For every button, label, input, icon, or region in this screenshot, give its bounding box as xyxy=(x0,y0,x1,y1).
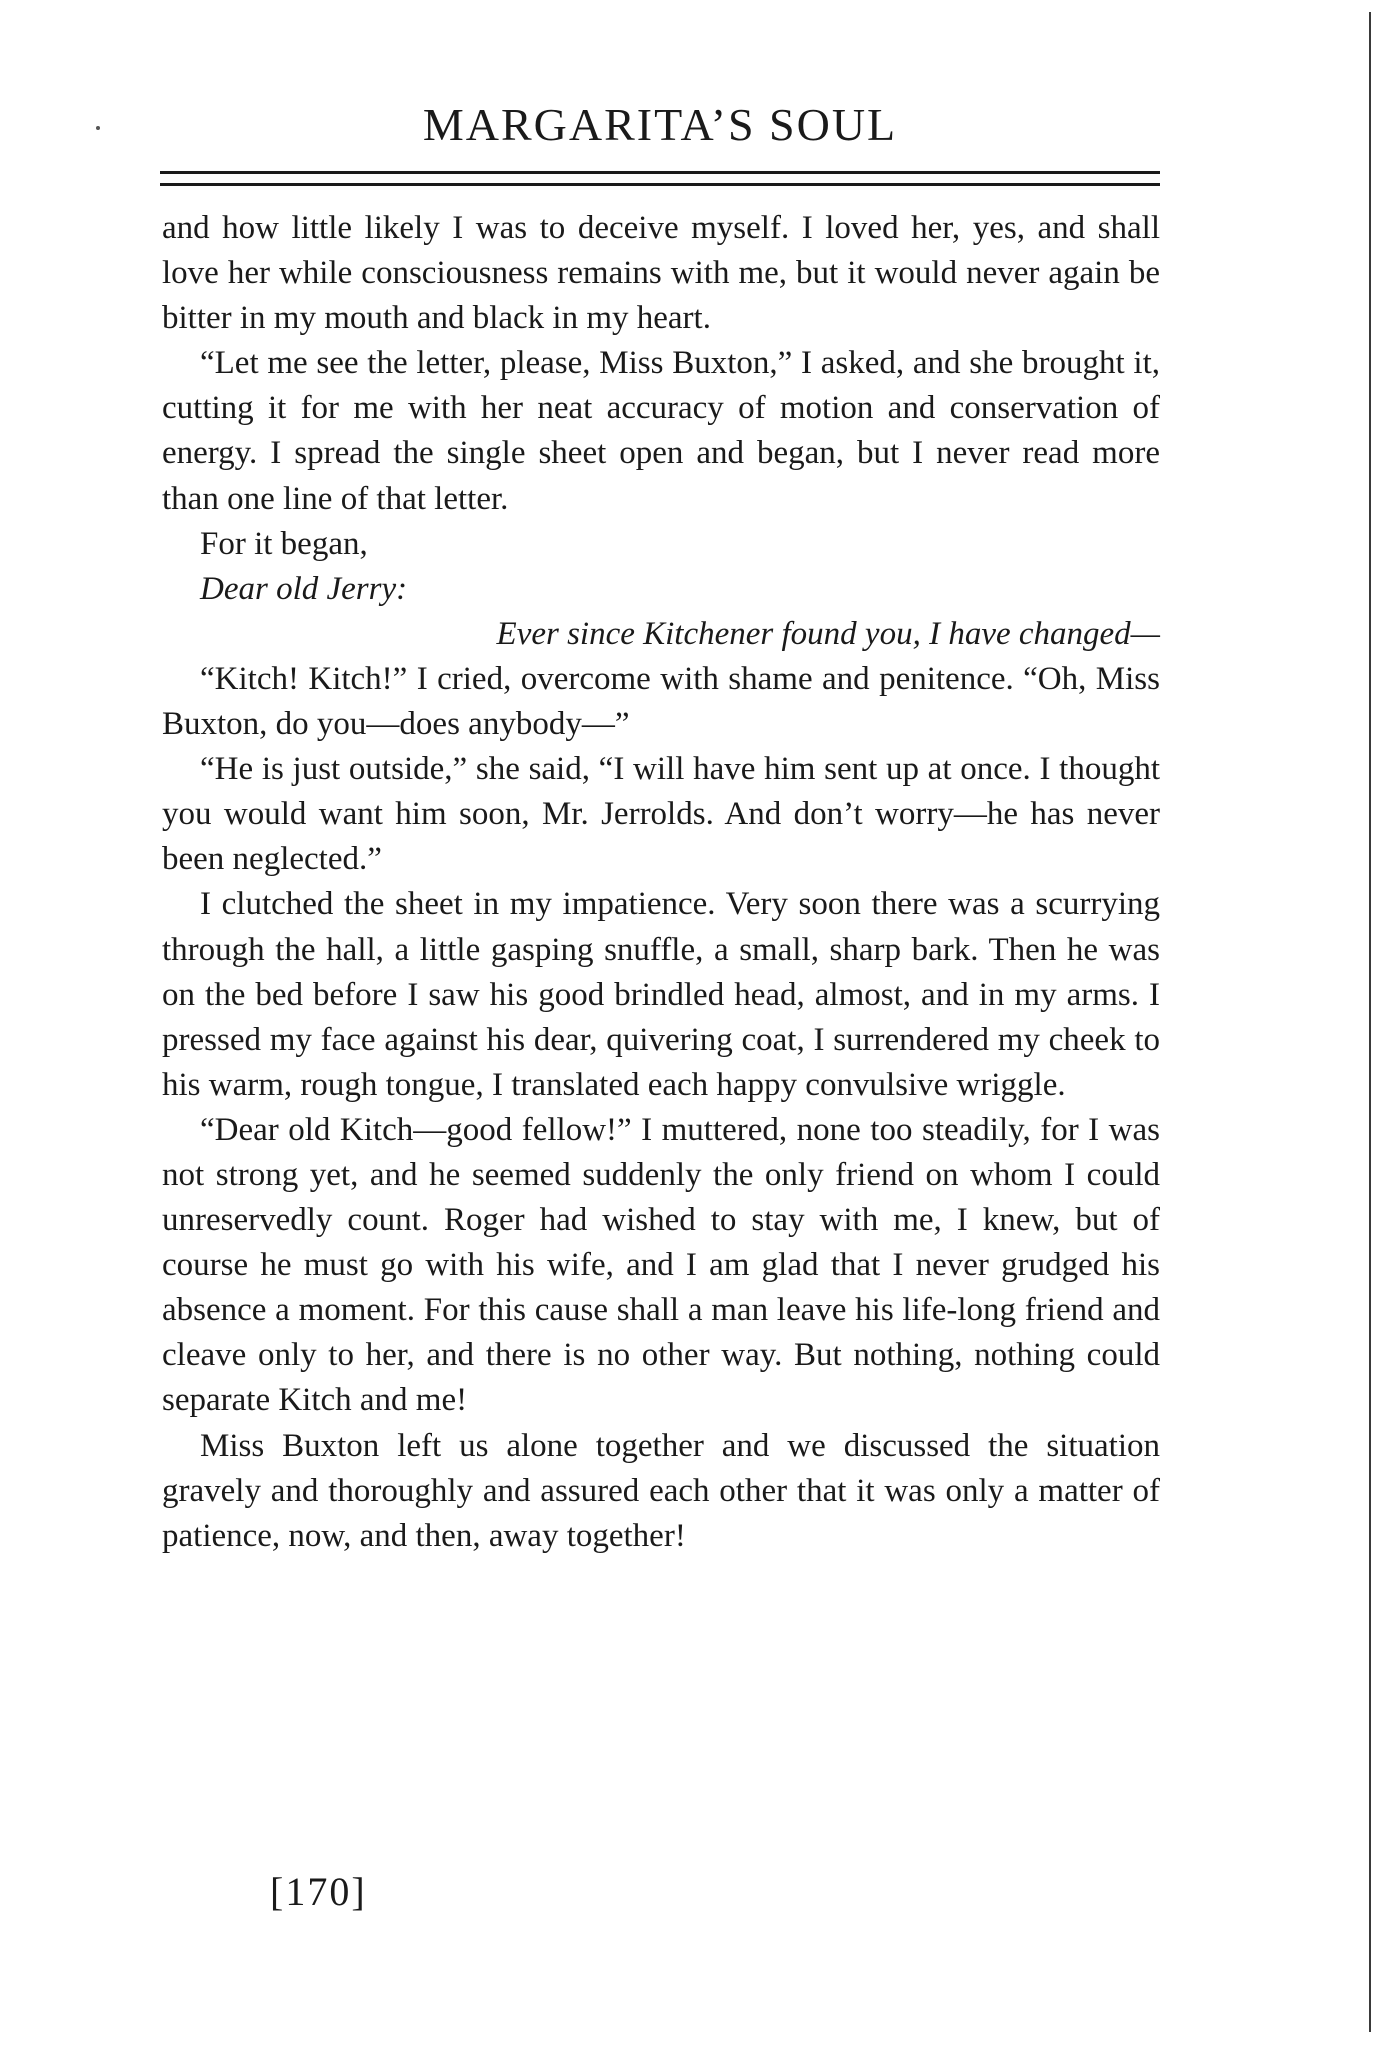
header-rule-top xyxy=(160,171,1160,174)
paragraph-1: and how little likely I was to deceive myself. I loved her, yes, and shall love her while consciousness remains with me, but it would never again be bitter in my mouth and black in my heart. xyxy=(162,210,1160,337)
paragraph-7: “He is just outside,” she said, “I will have him sent up at once. I thought you would want him soon, Mr. Jerrolds. And don’t worry—he has never been neglected.” xyxy=(162,751,1160,878)
paragraph-8: I clutched the sheet in my impatience. Very soon there was a scurrying through the hall, a little gasping snuffle, a small, sharp bark. Then he was on the bed before I saw his good brindled head, almost, and in my arms. I pressed my face against his dear, quivering coat, I surrendered my cheek to his warm, rough tongue, I translated each happy convulsive wriggle. xyxy=(162,886,1160,1103)
paragraph-3: For it began, xyxy=(200,525,368,562)
page-number: [170] xyxy=(270,1869,367,1914)
paragraph-9: “Dear old Kitch—good fellow!” I muttered, none too steadily, for I was not strong yet, and he seemed suddenly the only friend on whom I could unreservedly count. Roger had wished to stay with me, I knew, but of course he must go with his wife, and I am glad that I never grudged his absence a moment. For this cause shall a man leave his life-long friend and cleave only to her, and there is no other way. But nothing, nothing could separate Kitch and me! xyxy=(162,1111,1160,1419)
paragraph-2: “Let me see the letter, please, Miss Buxton,” I asked, and she brought it, cutting it for me with her neat accuracy of motion and conservation of energy. I spread the single sheet open and began, but I never read more than one line of that letter. xyxy=(162,345,1160,517)
running-title: MARGARITA’S SOUL xyxy=(422,99,898,150)
header-rule-bottom xyxy=(160,183,1160,186)
letter-first-line: Ever since Kitchener found you, I have changed— xyxy=(496,615,1160,652)
speck-mark xyxy=(96,126,100,130)
letter-salutation: Dear old Jerry: xyxy=(200,570,408,607)
paragraph-6: “Kitch! Kitch!” I cried, overcome with shame and penitence. “Oh, Miss Buxton, do you—does anybody—” xyxy=(162,660,1160,743)
paragraph-10: Miss Buxton left us alone together and we discussed the situation gravely and thoroughly and assured each other that it was only a matter of patience, now, and then, away together! xyxy=(162,1427,1160,1554)
page-edge-line xyxy=(1369,12,1371,2032)
body-text xyxy=(162,206,1160,1559)
